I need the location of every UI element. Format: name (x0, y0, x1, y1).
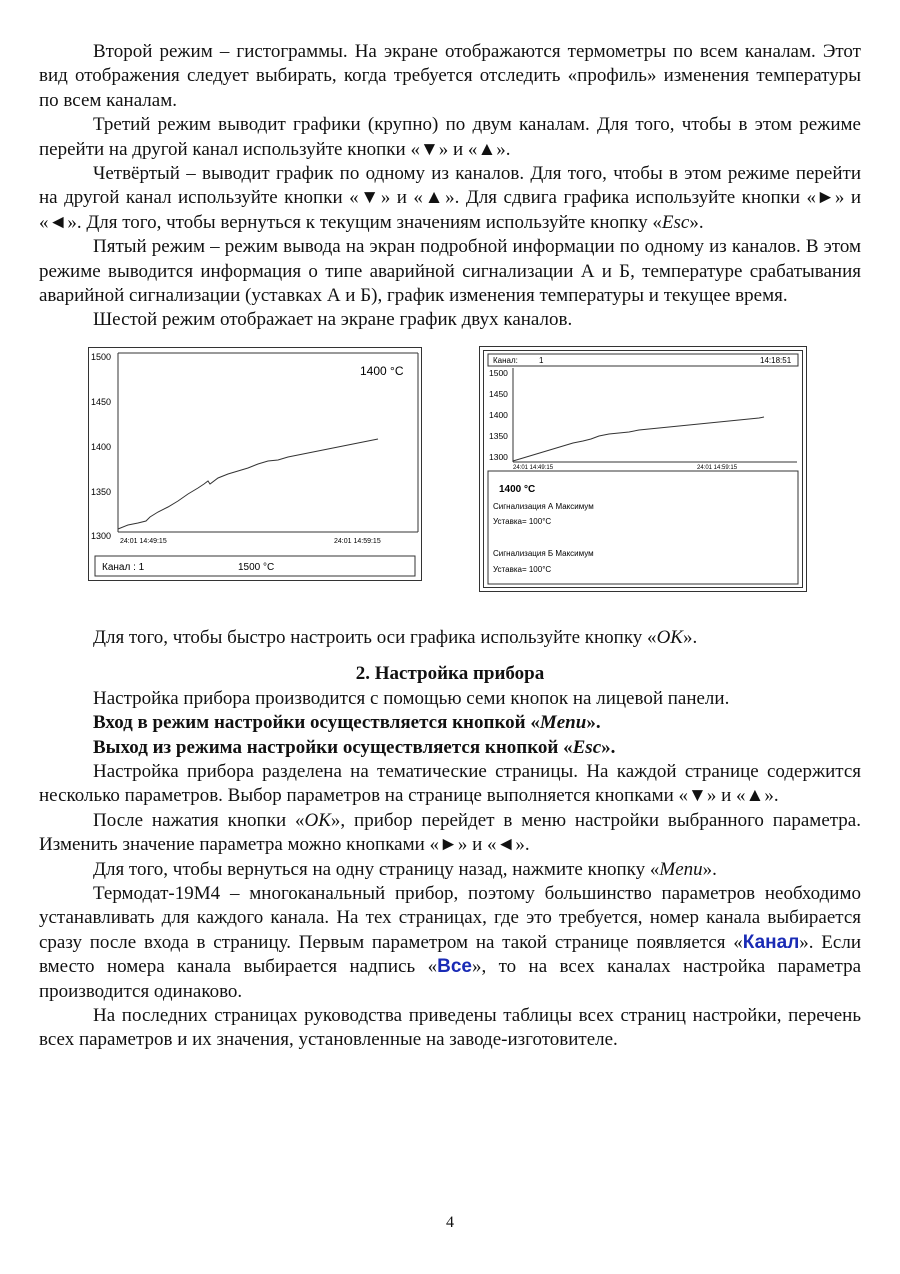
setpoint-a-label: Уставка= 100°С (493, 516, 552, 526)
paragraph-setup-1: Настройка прибора производится с помощью семи кнопок на лицевой панели. (93, 687, 730, 709)
y-tick: 1450 (91, 396, 112, 407)
x-tick: 24:01 14:59:15 (334, 537, 381, 545)
y-tick: 1350 (91, 486, 112, 497)
paragraph-multichannel: Термодат-19М4 – многоканальный прибор, поэтому большинство параметров необходимо устанавливать для каждого канала. На тех страницах, где это требуется, номер канала выбирается сразу после входа в страницу. Первым параметром на такой странице появляется «Канал». Если вместо номера канала выбирается надпись «Все», то на всех каналах настройка параметра производится одинаково. (39, 882, 861, 1002)
document-body (39, 40, 861, 1053)
status-value: 1500 °C (238, 561, 275, 573)
paragraph-ok-axes: Для того, чтобы быстро настроить оси графика используйте кнопку «OK». (93, 626, 698, 648)
paragraph-mode-3: Третий режим выводит графики (крупно) по двум каналам. Для того, чтобы в этом режиме перейти на другой канал используйте кнопки «▼» и «▲». (39, 114, 861, 160)
left-arrow-icon: ◄ (48, 211, 68, 233)
section-title: 2. Настройка прибора (355, 663, 545, 685)
figures-row (39, 336, 861, 626)
paragraph-page-back: Для того, чтобы вернуться на одну страницу назад, нажмите кнопку «Menu». (93, 858, 717, 880)
header-channel-label: Канал: (493, 355, 518, 365)
status-channel: Канал : 1 (102, 561, 145, 573)
y-tick: 1500 (489, 367, 508, 378)
figure-mode-5 (479, 346, 807, 592)
header-time: 14:18:51 (760, 355, 792, 365)
paragraph-tables: На последних страницах руководства приведены таблицы всех страниц настройки, перечень всех параметров и их значения, установленные на заводе-изготовителе. (39, 1004, 861, 1051)
ok-key-name: OK (304, 809, 331, 831)
menu-key-name: Menu (659, 858, 703, 880)
paragraph-setup-pages: Настройка прибора разделена на тематические страницы. На каждой странице содержится несколько параметров. Выбор параметров на странице выполняется кнопками «▼» и «▲». (39, 760, 861, 807)
x-tick: 24:01 14:59:15 (697, 464, 738, 471)
down-arrow-icon: ▼ (688, 785, 707, 807)
header-channel-number: 1 (539, 355, 544, 365)
setpoint-b-label: Уставка= 100°С (493, 564, 552, 574)
x-tick: 24:01 14:49:15 (513, 464, 554, 471)
y-tick: 1500 (91, 351, 112, 362)
figure-mode-3 (88, 347, 422, 581)
y-tick: 1300 (91, 530, 112, 541)
up-arrow-icon: ▲ (422, 187, 446, 209)
x-tick: 24:01 14:49:15 (120, 537, 167, 545)
all-keyword: Все (437, 956, 472, 978)
left-arrow-icon: ◄ (496, 834, 516, 856)
alarm-a-label: Сигнализация А Максимум (493, 501, 594, 511)
channel-keyword: Канал (742, 931, 800, 953)
paragraph-mode-2: Второй режим – гистограммы. На экране отображаются термометры по всем каналам. Этот вид отображения следует выбирать, когда требуется отследить «профиль» изменения температуры по всем каналам. (39, 41, 861, 111)
paragraph-enter-setup: Вход в режим настройки осуществляется кнопкой «Menu». (93, 712, 601, 734)
menu-key-name: Menu (539, 712, 587, 734)
paragraph-exit-setup: Выход из режима настройки осуществляется кнопкой «Esc». (93, 736, 616, 758)
down-arrow-icon: ▼ (419, 138, 439, 160)
alarm-b-label: Сигнализация Б Максимум (493, 548, 594, 558)
y-tick: 1400 (489, 409, 508, 420)
y-tick: 1350 (489, 430, 508, 441)
paragraph-mode-6: Шестой режим отображает на экране график двух каналов. (93, 309, 573, 331)
up-arrow-icon: ▲ (745, 785, 765, 807)
right-arrow-icon: ► (816, 187, 835, 209)
y-tick: 1450 (489, 388, 508, 399)
value-label: 1400 °C (499, 483, 536, 495)
y-tick: 1400 (91, 441, 112, 452)
esc-key-name: Esc (661, 211, 690, 233)
up-arrow-icon: ▲ (477, 138, 497, 160)
ok-key-name: OK (656, 626, 683, 648)
paragraph-mode-5: Пятый режим – режим вывода на экран подробной информации по одному из каналов. В этом режиме выводится информация о типе аварийной сигнализации А и Б, температуре срабатывания аварийной сигнализации (уставках А и Б), график изменения температуры и текущее время. (39, 236, 861, 307)
down-arrow-icon: ▼ (358, 187, 381, 209)
value-label: 1400 °C (360, 363, 404, 378)
esc-key-name: Esc (572, 736, 602, 758)
paragraph-ok-press: После нажатия кнопки «OK», прибор перейдет в меню настройки выбранного параметра. Изменить значение параметра можно кнопками «►» и «◄». (39, 809, 861, 856)
right-arrow-icon: ► (439, 834, 458, 856)
page-number: 4 (446, 1214, 454, 1231)
y-tick: 1300 (489, 451, 508, 462)
paragraph-mode-4: Четвёртый – выводит график по одному из каналов. Для того, чтобы в этом режиме перейти на другой канал используйте кнопки «▼» и «▲». Для сдвига графика используйте кнопки «►» и «◄». Для того, чтобы вернуться к текущим значениям используйте кнопку «Esc». (39, 163, 861, 233)
